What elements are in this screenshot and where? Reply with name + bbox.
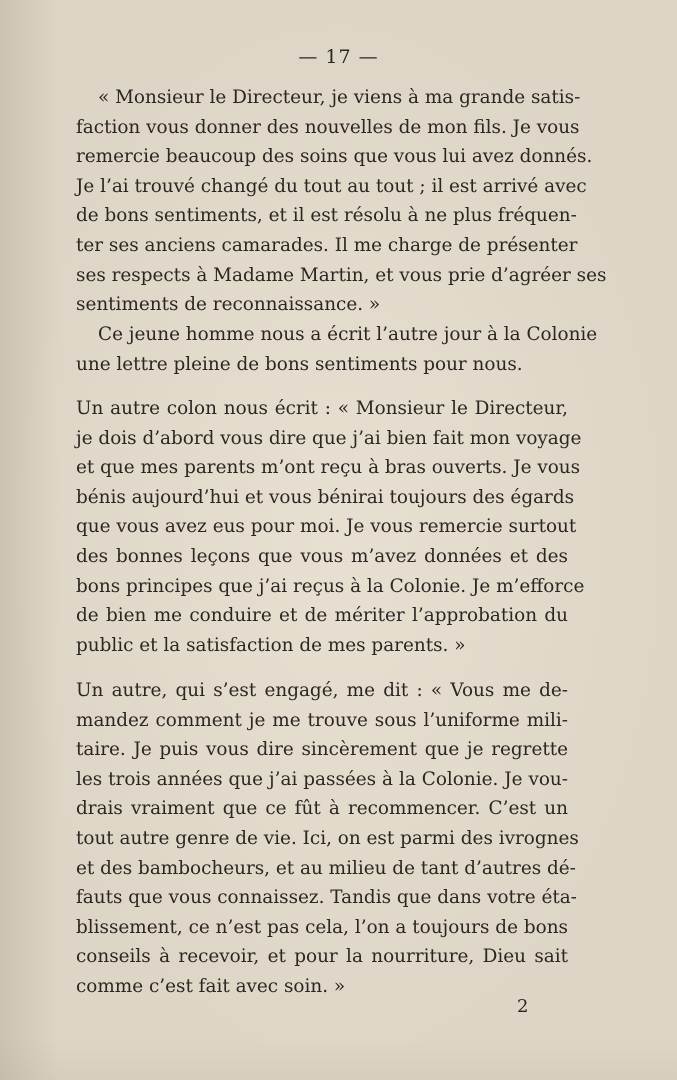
paragraph-enlisted-colonist xyxy=(76,676,579,1002)
text-line: ter ses anciens camarades. Il me charge de présenter xyxy=(76,234,578,256)
signature-mark: 2 xyxy=(517,996,529,1017)
text-line: les trois années que j’ai passées à la Colonie. Je vou- xyxy=(76,768,568,790)
text-line: taire. Je puis vous dire sincèrement que je regrette xyxy=(76,739,568,761)
text-line: drais vraiment que ce fût à recommencer. C’est un xyxy=(76,798,568,820)
text-line: « Monsieur le Directeur, je viens à ma grande satis- xyxy=(98,87,581,108)
text-line: Un autre colon nous écrit : « Monsieur le Directeur, xyxy=(76,398,568,419)
text-line: public et la satisfaction de mes parents. » xyxy=(76,634,466,656)
text-line: blissement, ce n’est pas cela, l’on a toujours de bons xyxy=(76,916,568,938)
text-line: tout autre genre de vie. Ici, on est parmi des ivrognes xyxy=(76,827,579,849)
text-line: Je l’ai trouvé changé du tout au tout ; il est arrivé avec xyxy=(76,175,587,197)
text-line: bons principes que j’ai reçus à la Colonie. Je m’efforce xyxy=(76,575,585,597)
text-line: Ce jeune homme nous a écrit l’autre jour à la Colonie xyxy=(98,324,598,345)
page-number: — 17 — xyxy=(298,46,379,68)
text-line: remercie beaucoup des soins que vous lui avez donnés. xyxy=(76,146,593,168)
text-line: de bons sentiments, et il est résolu à ne plus fréquen- xyxy=(76,205,577,227)
text-line: et que mes parents m’ont reçu à bras ouverts. Je vous xyxy=(76,457,581,479)
text-line: de bien me conduire et de mériter l’approbation du xyxy=(76,605,568,627)
text-line: des bonnes leçons que vous m’avez données et des xyxy=(76,545,568,567)
text-line: mandez comment je me trouve sous l’uniforme mili- xyxy=(76,709,568,731)
paragraph-letter-from-parent xyxy=(76,83,607,320)
text-line: bénis aujourd’hui et vous bénirai toujours des égards xyxy=(76,486,575,508)
text-line: Un autre, qui s’est engagé, me dit : « Vous me de- xyxy=(76,680,568,701)
text-line: fauts que vous connaissez. Tandis que dans votre éta- xyxy=(76,887,577,909)
text-line: ses respects à Madame Martin, et vous prie d’agréer ses xyxy=(76,264,607,286)
text-line: et des bambocheurs, et au milieu de tant d’autres dé- xyxy=(76,857,576,879)
text-line: comme c’est fait avec soin. » xyxy=(76,975,346,997)
text-line: faction vous donner des nouvelles de mon fils. Je vous xyxy=(76,116,580,138)
paragraph-young-man-letter xyxy=(76,320,598,379)
text-line: une lettre pleine de bons sentiments pour nous. xyxy=(76,353,523,375)
text-line: conseils à recevoir, et pour la nourriture, Dieu sait xyxy=(76,946,568,968)
text-line: je dois d’abord vous dire que j’ai bien fait mon voyage xyxy=(76,427,582,449)
text-line: que vous avez eus pour moi. Je vous remercie surtout xyxy=(76,516,577,538)
paragraph-another-colonist xyxy=(76,394,585,660)
text-line: sentiments de reconnaissance. » xyxy=(76,294,381,316)
